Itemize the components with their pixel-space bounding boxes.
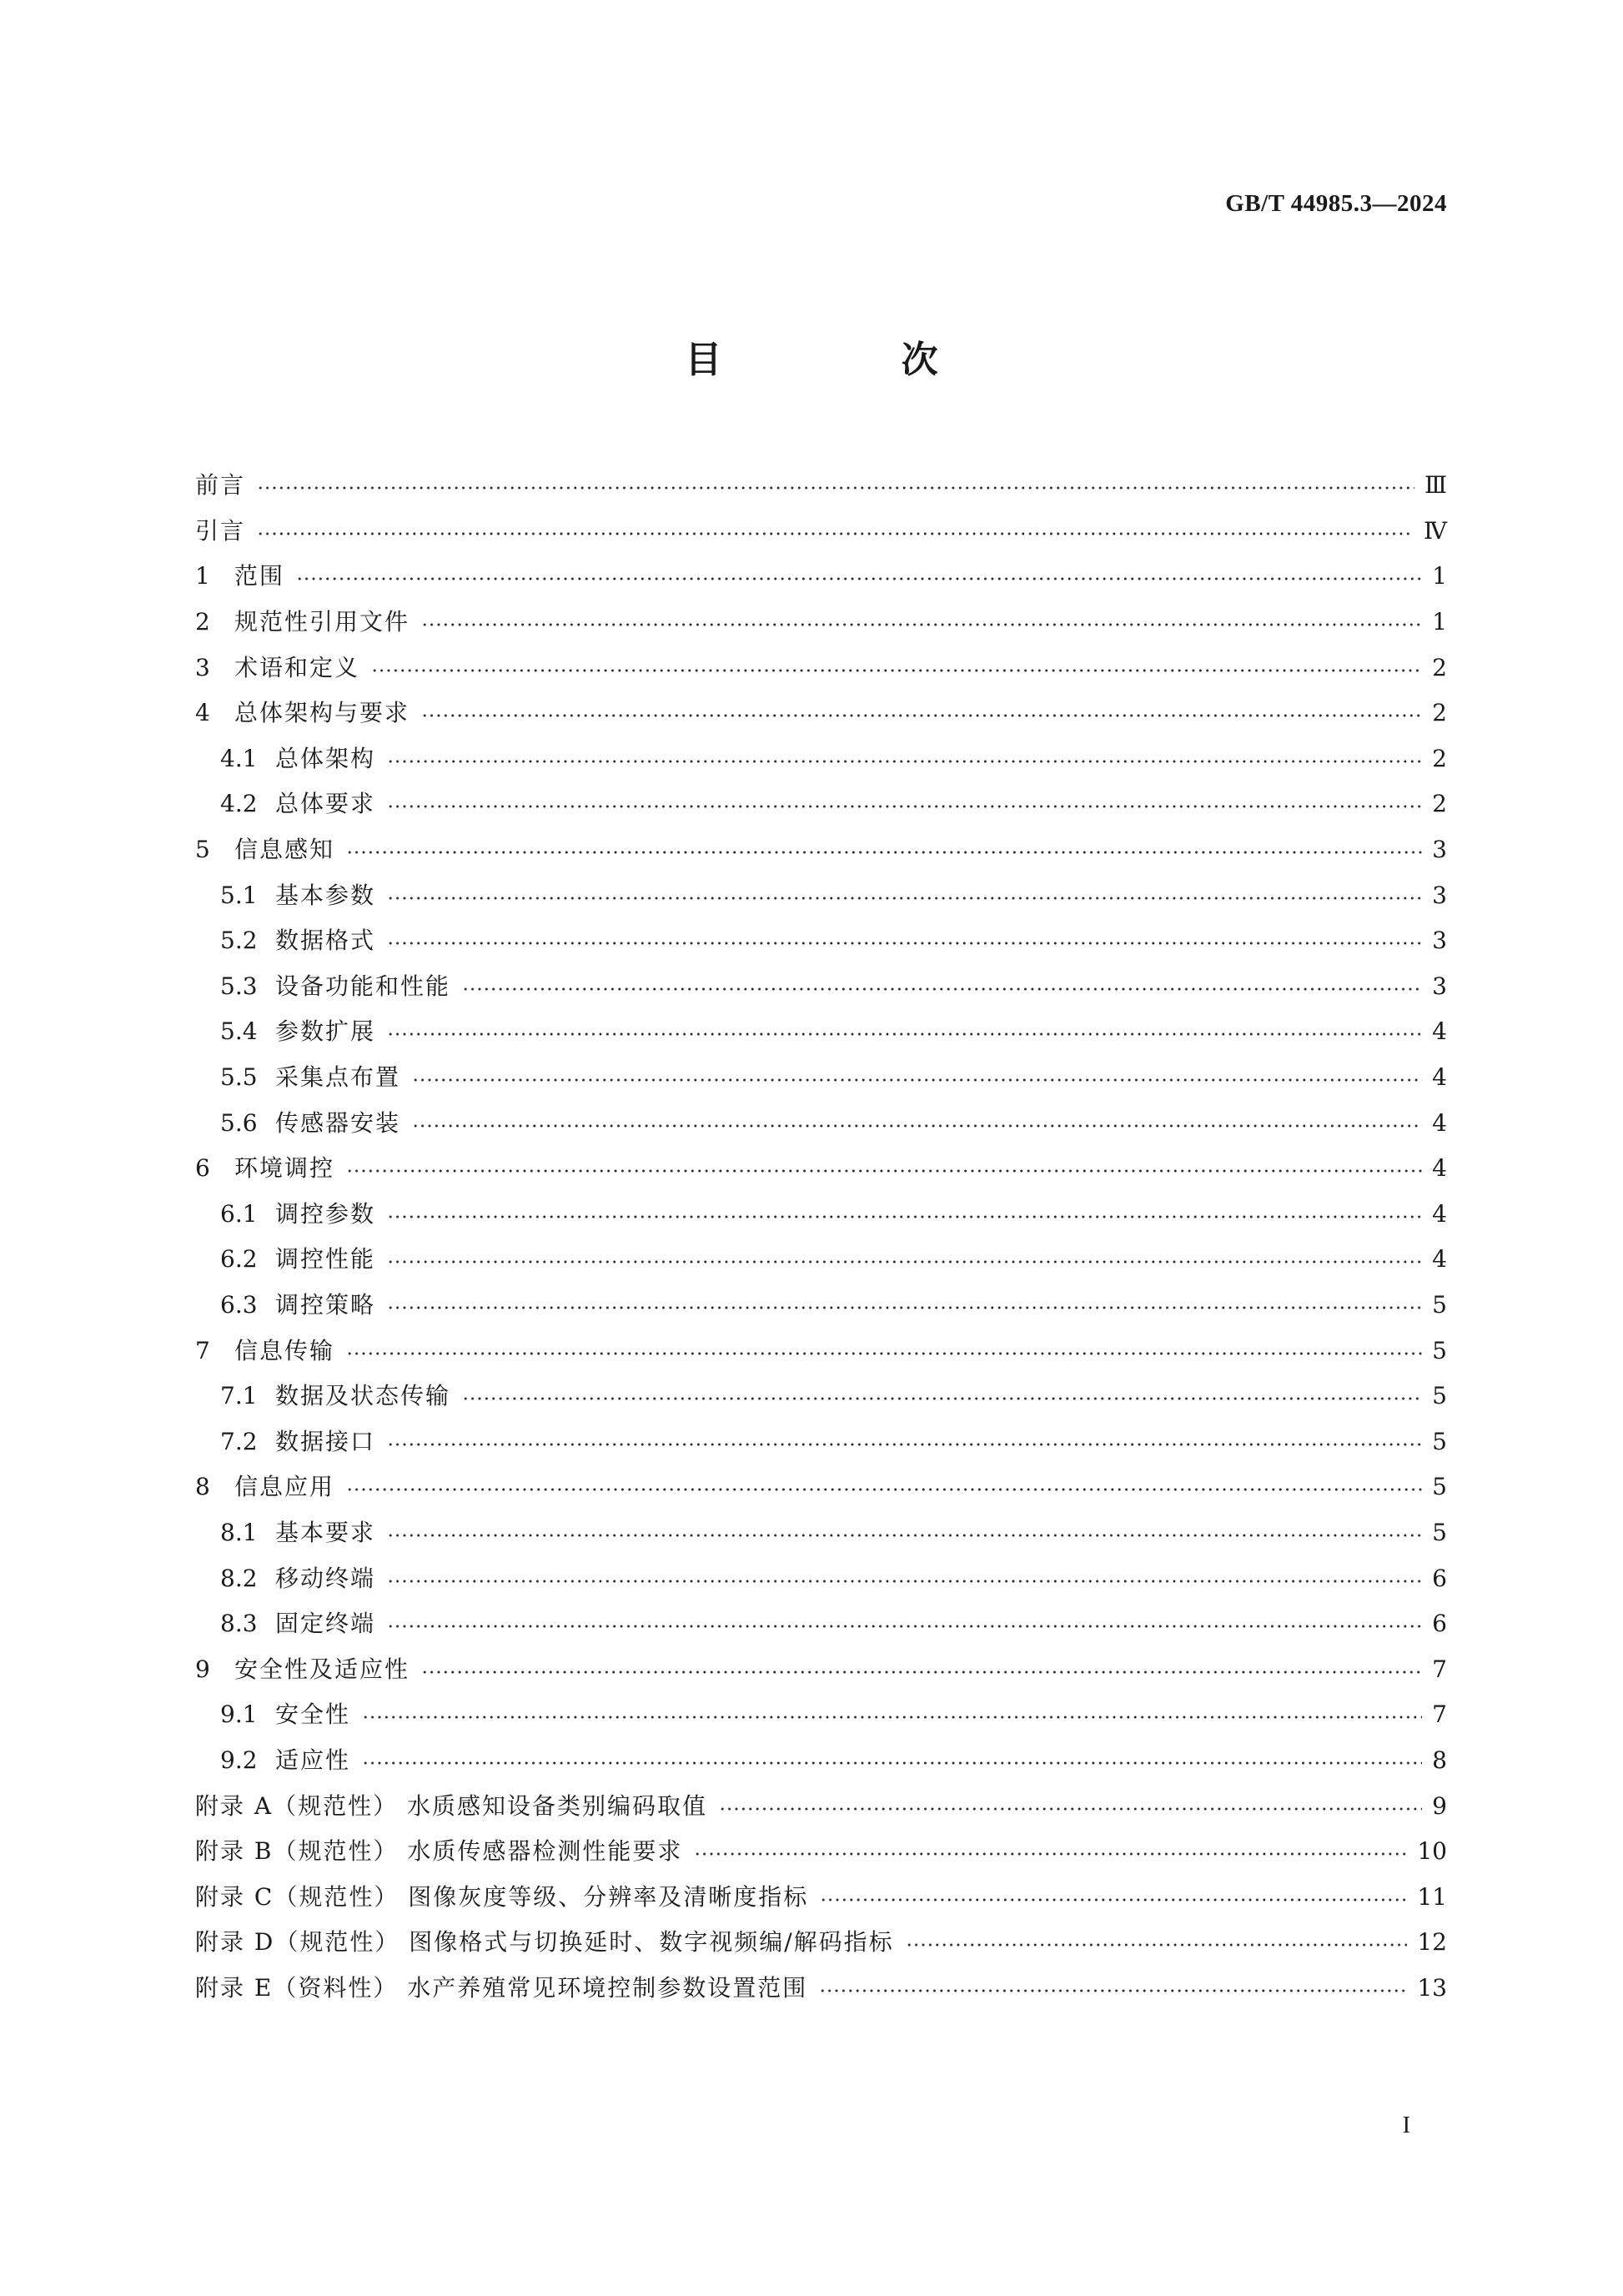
toc-entry-number: 5.4	[220, 1017, 258, 1046]
toc-entry-page: 4	[1432, 1108, 1447, 1137]
toc-entry-number: 6	[195, 1154, 210, 1183]
toc-entry[interactable]	[195, 1283, 1447, 1329]
toc-entry-number: 9	[195, 1655, 210, 1683]
toc-entry-label: 范围	[234, 562, 285, 590]
dot-leader	[346, 1168, 1422, 1173]
toc-entry-number: 9.1	[220, 1701, 258, 1729]
toc-entry-page: 11	[1417, 1882, 1447, 1911]
dot-leader	[906, 1942, 1408, 1947]
toc-entry-page: 4	[1432, 1154, 1447, 1183]
dot-leader	[257, 485, 1414, 490]
toc-entry-page: 2	[1432, 790, 1447, 818]
toc-entry[interactable]	[195, 1692, 1447, 1738]
dot-leader	[819, 1988, 1407, 1993]
toc-entry-page: 13	[1417, 1973, 1447, 2002]
toc-entry-label: 数据格式	[275, 927, 376, 955]
page-number: I	[1402, 2113, 1410, 2138]
toc-entry-page: 8	[1432, 1746, 1447, 1774]
toc-entry[interactable]	[195, 1920, 1447, 1966]
dot-leader	[296, 576, 1422, 581]
toc-entry-label: 调控策略	[275, 1290, 376, 1319]
toc-entry-page: 1	[1432, 562, 1447, 590]
toc-entry-number: 1	[195, 562, 210, 590]
toc-entry-label: 数据及状态传输	[275, 1382, 451, 1410]
toc-entry-number: 6.1	[220, 1199, 258, 1228]
toc-entry[interactable]	[195, 1055, 1447, 1101]
toc-entry[interactable]	[195, 964, 1447, 1010]
toc-entry-page: 5	[1432, 1518, 1447, 1546]
dot-leader	[421, 713, 1422, 718]
dot-leader	[412, 1078, 1422, 1083]
toc-entry-number: 4	[195, 699, 210, 727]
toc-entry-number: 7.2	[220, 1427, 258, 1455]
toc-entry-page: 6	[1432, 1610, 1447, 1638]
toc-entry-number: 7.1	[220, 1382, 258, 1410]
toc-entry-label: 附录 C（规范性） 图像灰度等级、分辨率及清晰度指标	[195, 1882, 809, 1911]
toc-entry-label: 信息感知	[234, 836, 335, 864]
toc-entry-page: 5	[1432, 1336, 1447, 1364]
toc-entry[interactable]	[195, 1192, 1447, 1238]
toc-entry-page: Ⅳ	[1424, 516, 1447, 545]
toc-entry-page: 10	[1417, 1837, 1447, 1866]
dot-leader	[412, 1123, 1422, 1128]
toc-entry-number: 9.2	[220, 1746, 258, 1774]
toc-entry[interactable]	[195, 1328, 1447, 1374]
toc-entry-page: 3	[1432, 927, 1447, 955]
toc-entry-label: 信息传输	[234, 1336, 335, 1364]
toc-entry[interactable]	[195, 1966, 1447, 2012]
standard-code: GB/T 44985.3—2024	[1225, 190, 1447, 217]
toc-entry[interactable]	[195, 1555, 1447, 1601]
toc-entry-number: 5.3	[220, 972, 258, 1000]
toc-entry-label: 总体架构	[275, 744, 376, 772]
toc-entry-number: 5.6	[220, 1108, 258, 1137]
toc-entry[interactable]	[195, 827, 1447, 873]
dot-leader	[421, 622, 1422, 627]
dot-leader	[387, 804, 1422, 809]
toc-entry-label: 规范性引用文件	[234, 608, 410, 636]
toc-entry[interactable]	[195, 1100, 1447, 1146]
page-title: 目 次	[685, 339, 1022, 381]
toc-entry[interactable]	[195, 1465, 1447, 1510]
toc-entry[interactable]	[195, 1237, 1447, 1283]
toc-entry-label: 采集点布置	[275, 1063, 401, 1092]
dot-leader	[694, 1851, 1407, 1856]
toc-entry[interactable]	[195, 554, 1447, 600]
toc-entry[interactable]	[195, 1009, 1447, 1055]
toc-entry-number: 8.3	[220, 1610, 258, 1638]
toc-entry-label: 设备功能和性能	[275, 972, 451, 1000]
toc-entry-page: 4	[1432, 1245, 1447, 1274]
dot-leader	[387, 1305, 1422, 1310]
toc-entry-page: 4	[1432, 1017, 1447, 1046]
toc-entry-label: 环境调控	[234, 1154, 335, 1183]
dot-leader	[719, 1806, 1422, 1811]
dot-leader	[387, 896, 1422, 901]
toc-entry[interactable]	[195, 463, 1447, 509]
toc-entry-page: 7	[1432, 1701, 1447, 1729]
toc-entry-page: 5	[1432, 1290, 1447, 1319]
toc-entry-label: 适应性	[275, 1746, 351, 1774]
toc-entry-page: 5	[1432, 1473, 1447, 1501]
toc-entry-page: 12	[1417, 1928, 1447, 1957]
dot-leader	[820, 1897, 1407, 1902]
toc-entry[interactable]	[195, 1829, 1447, 1875]
toc-entry[interactable]	[195, 1646, 1447, 1692]
table-of-contents	[195, 463, 1447, 2011]
toc-entry-page: 5	[1432, 1427, 1447, 1455]
toc-entry[interactable]	[195, 781, 1447, 827]
toc-entry-label: 移动终端	[275, 1564, 376, 1592]
toc-entry[interactable]	[195, 1146, 1447, 1192]
dot-leader	[387, 1533, 1422, 1538]
toc-entry-page: 7	[1432, 1655, 1447, 1683]
toc-entry-page: 6	[1432, 1564, 1447, 1592]
toc-entry-number: 8	[195, 1473, 210, 1501]
dot-leader	[387, 941, 1422, 946]
toc-entry-number: 3	[195, 653, 210, 681]
toc-entry-label: 基本参数	[275, 881, 376, 909]
dot-leader	[387, 1214, 1422, 1219]
toc-entry-page: 3	[1432, 972, 1447, 1000]
toc-entry-label: 安全性	[275, 1701, 351, 1729]
toc-entry-label: 传感器安装	[275, 1108, 401, 1137]
toc-entry-number: 4.2	[220, 790, 258, 818]
toc-entry-page: Ⅲ	[1424, 471, 1447, 500]
toc-entry-label: 数据接口	[275, 1427, 376, 1455]
dot-leader	[362, 1761, 1422, 1766]
toc-entry-label: 引言	[195, 516, 246, 545]
toc-entry[interactable]	[195, 736, 1447, 782]
toc-entry[interactable]	[195, 1601, 1447, 1647]
toc-entry-label: 附录 D（规范性） 图像格式与切换延时、数字视频编/解码指标	[195, 1928, 894, 1957]
toc-entry-label: 调控参数	[275, 1199, 376, 1228]
dot-leader	[346, 850, 1422, 855]
toc-entry-label: 附录 A（规范性） 水质感知设备类别编码取值	[195, 1791, 708, 1820]
toc-entry-label: 固定终端	[275, 1610, 376, 1638]
toc-entry-page: 4	[1432, 1063, 1447, 1092]
toc-entry[interactable]	[195, 1510, 1447, 1556]
toc-entry-label: 信息应用	[234, 1473, 335, 1501]
toc-entry-page: 3	[1432, 881, 1447, 909]
toc-entry-label: 总体要求	[275, 790, 376, 818]
toc-entry-page: 9	[1432, 1791, 1447, 1820]
toc-entry-number: 5.5	[220, 1063, 258, 1092]
toc-entry-page: 3	[1432, 836, 1447, 864]
toc-entry-page: 4	[1432, 1199, 1447, 1228]
toc-entry[interactable]	[195, 691, 1447, 736]
toc-entry[interactable]	[195, 872, 1447, 918]
toc-entry-number: 7	[195, 1336, 210, 1364]
dot-leader	[346, 1351, 1422, 1356]
toc-entry-page: 2	[1432, 653, 1447, 681]
dot-leader	[421, 1670, 1422, 1675]
toc-entry-label: 参数扩展	[275, 1017, 376, 1046]
toc-entry-number: 8.2	[220, 1564, 258, 1592]
toc-entry-number: 4.1	[220, 744, 258, 772]
toc-entry[interactable]	[195, 600, 1447, 646]
dot-leader	[387, 1259, 1422, 1264]
dot-leader	[257, 531, 1414, 536]
toc-entry[interactable]	[195, 918, 1447, 964]
dot-leader	[362, 1715, 1422, 1720]
dot-leader	[462, 987, 1422, 992]
toc-entry-label: 附录 E（资料性） 水产养殖常见环境控制参数设置范围	[195, 1973, 808, 2002]
dot-leader	[387, 1442, 1422, 1447]
toc-entry-label: 前言	[195, 471, 246, 500]
toc-entry-number: 2	[195, 608, 210, 636]
dot-leader	[371, 668, 1422, 673]
toc-entry-number: 5.2	[220, 927, 258, 955]
toc-entry[interactable]	[195, 1874, 1447, 1920]
toc-entry[interactable]	[195, 509, 1447, 555]
toc-entry-label: 安全性及适应性	[234, 1655, 410, 1683]
toc-entry-number: 8.1	[220, 1518, 258, 1546]
toc-entry-page: 2	[1432, 699, 1447, 727]
toc-entry-label: 调控性能	[275, 1245, 376, 1274]
toc-entry[interactable]	[195, 1783, 1447, 1829]
dot-leader	[387, 1579, 1422, 1584]
toc-entry-number: 6.3	[220, 1290, 258, 1319]
toc-entry-page: 1	[1432, 608, 1447, 636]
toc-entry-label: 基本要求	[275, 1518, 376, 1546]
toc-entry[interactable]	[195, 1374, 1447, 1419]
toc-entry-label: 术语和定义	[234, 653, 360, 681]
dot-leader	[387, 1624, 1422, 1629]
dot-leader	[387, 1032, 1422, 1037]
toc-entry[interactable]	[195, 645, 1447, 691]
toc-entry-label: 附录 B（规范性） 水质传感器检测性能要求	[195, 1837, 683, 1866]
toc-entry-label: 总体架构与要求	[234, 699, 410, 727]
toc-entry[interactable]	[195, 1419, 1447, 1465]
toc-entry-number: 5	[195, 836, 210, 864]
toc-entry-page: 5	[1432, 1382, 1447, 1410]
toc-entry-number: 5.1	[220, 881, 258, 909]
dot-leader	[462, 1396, 1422, 1401]
toc-entry[interactable]	[195, 1738, 1447, 1784]
dot-leader	[346, 1487, 1422, 1492]
dot-leader	[387, 759, 1422, 764]
toc-entry-number: 6.2	[220, 1245, 258, 1274]
toc-entry-page: 2	[1432, 744, 1447, 772]
